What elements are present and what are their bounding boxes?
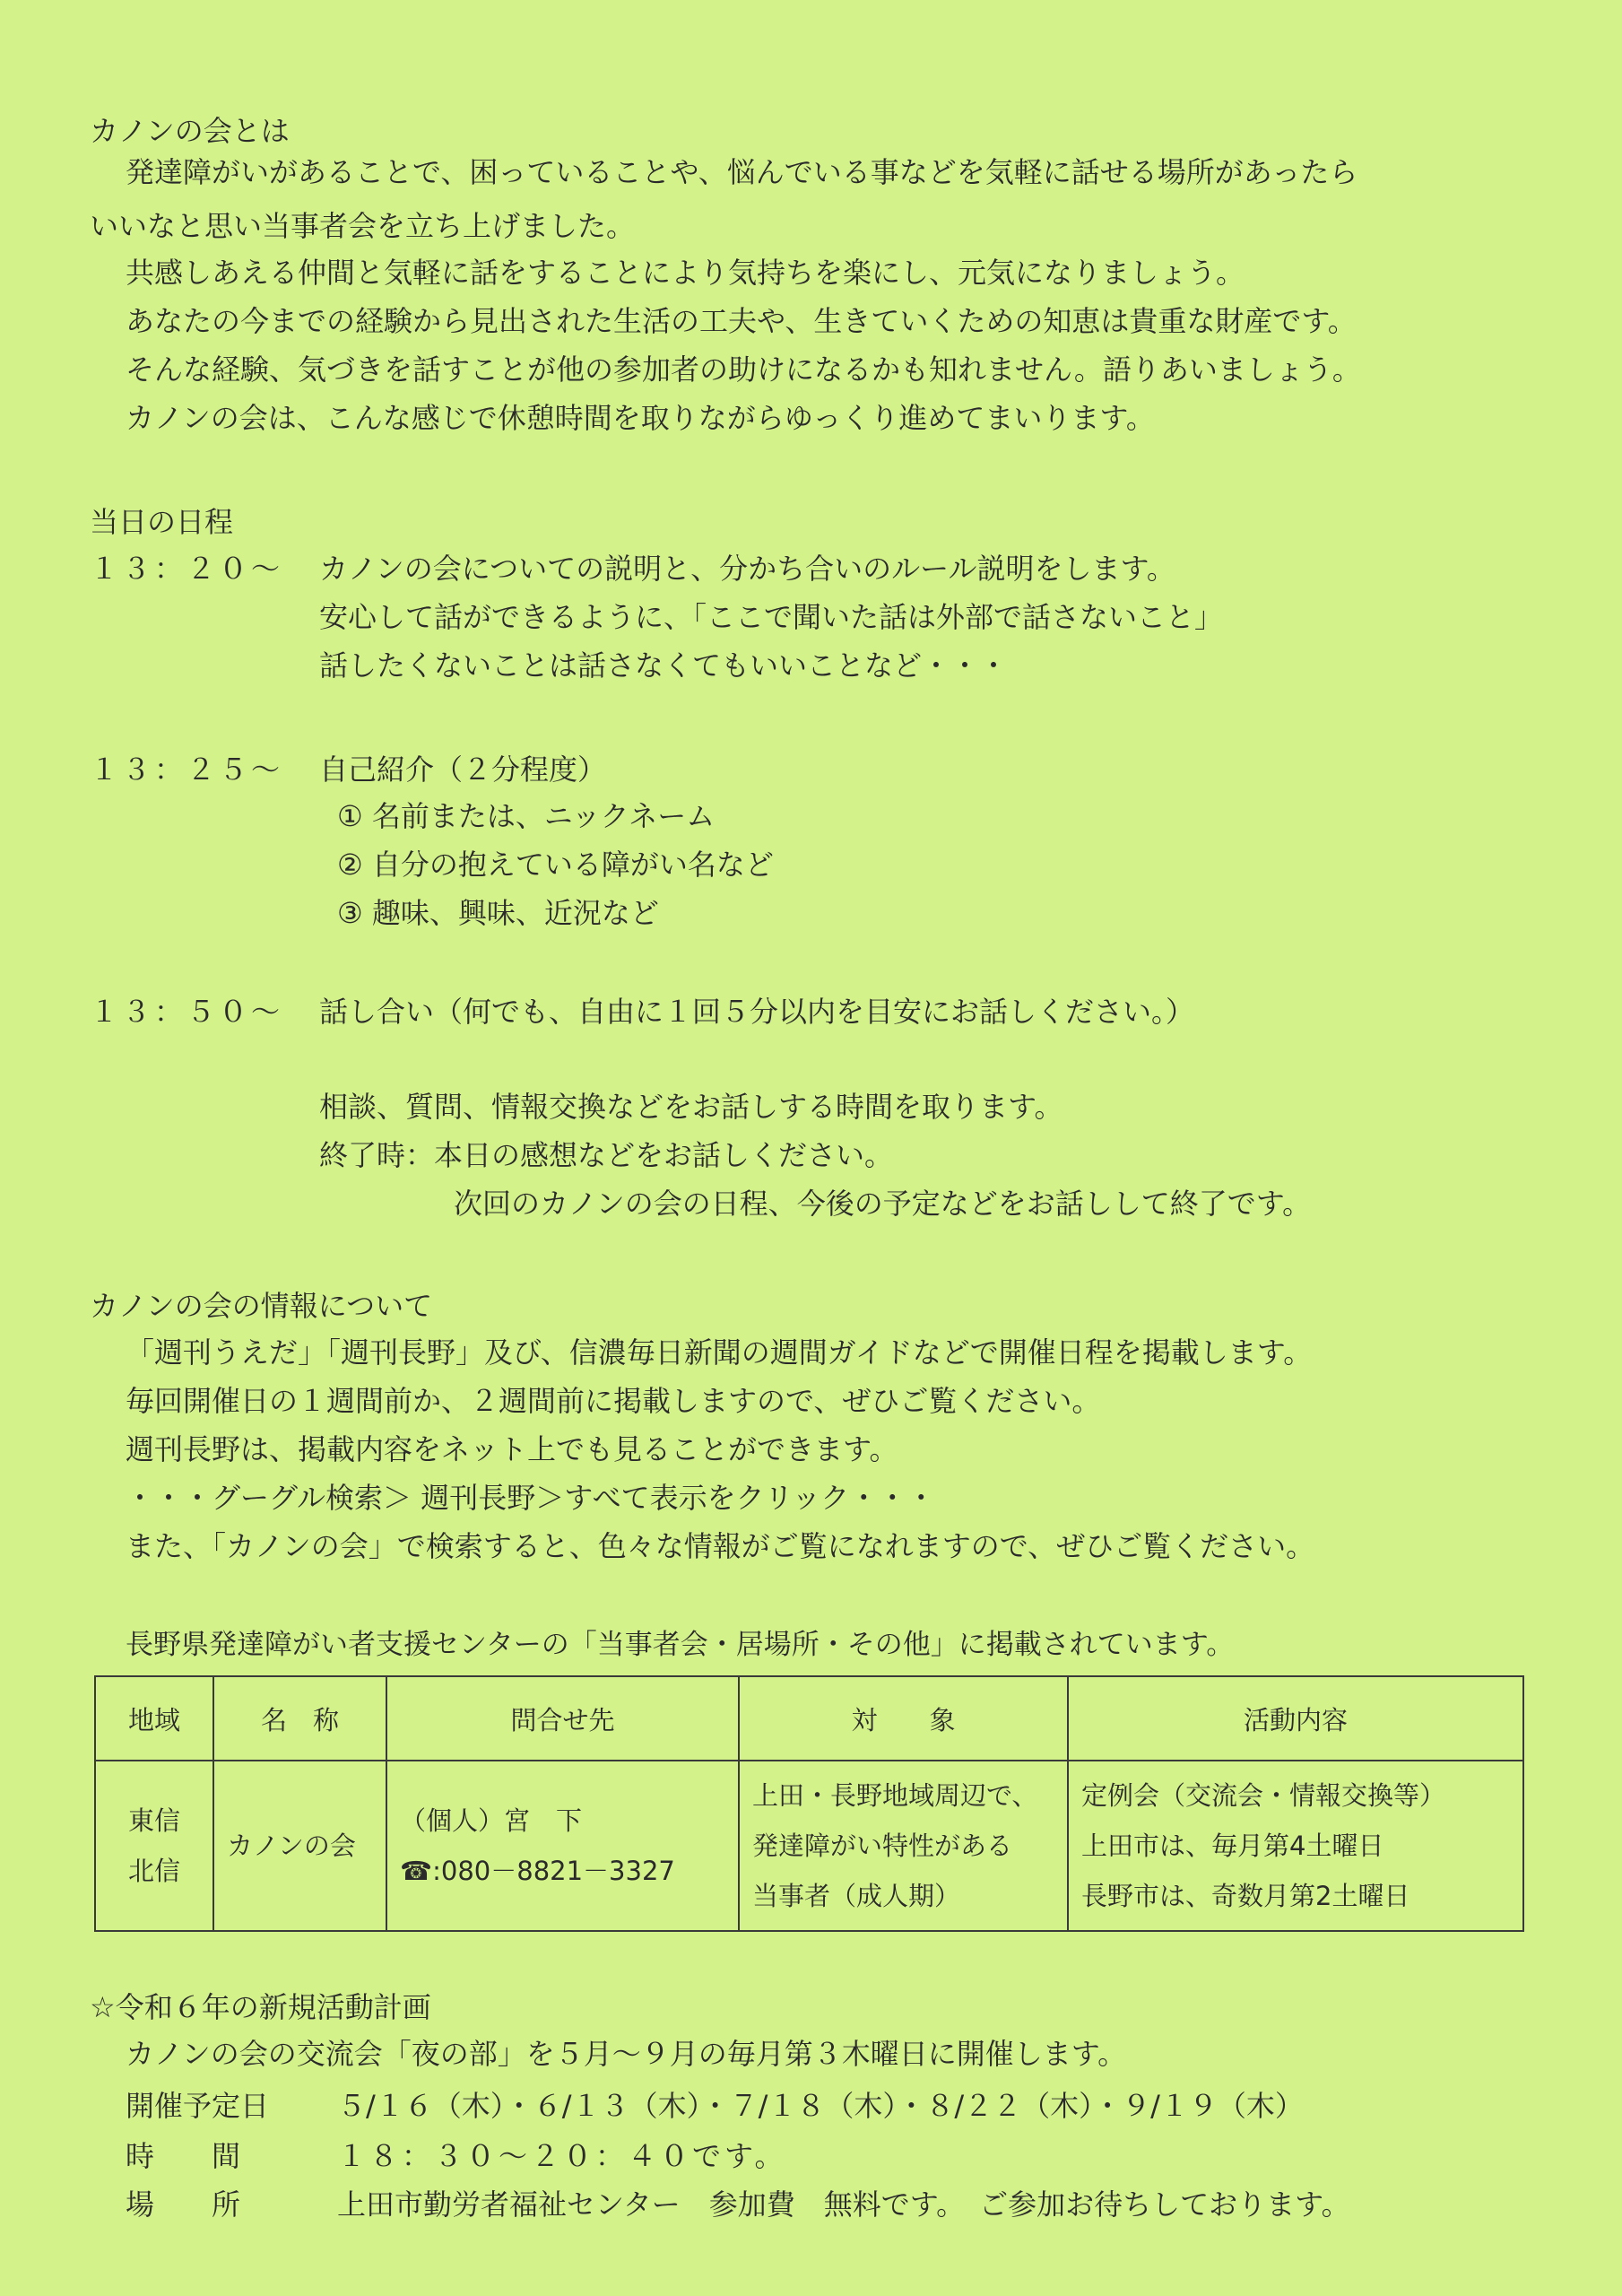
schedule-text: 終了時：本日の感想などをお話しください。 <box>319 1138 894 1172</box>
intro-line: カノンの会は、こんな感じで休憩時間を取りながらゆっくり進めてまいります。 <box>126 401 1155 435</box>
info-line: 「週刊うえだ」「週刊長野」及び、信濃毎日新聞の週間ガイドなどで開催日程を掲載します。 <box>126 1335 1313 1370</box>
info-line: 週刊長野は、掲載内容をネット上でも見ることができます。 <box>126 1432 898 1466</box>
info-line: また、「カノンの会」で検索すると、色々な情報がご覧になれますので、ぜひご覧ください。 <box>126 1529 1315 1563</box>
support-center-note: 長野県発達障がい者支援センターの「当事者会・居場所・その他」に掲載されています。 <box>126 1629 1235 1661</box>
info-line: 毎回開催日の１週間前か、２週間前に掲載しますので、ぜひご覧ください。 <box>126 1384 1101 1418</box>
schedule-text: カノンの会についての説明と、分かち合いのルール説明をします。 <box>319 552 1175 586</box>
info-line: ・・・グーグル検索＞ 週刊長野＞すべて表示をクリック・・・ <box>126 1481 936 1515</box>
cell-name: カノンの会 <box>213 1761 386 1931</box>
schedule-text: 話し合い（何でも、自由に１回５分以内を目安にお話しください。） <box>319 995 1195 1029</box>
header-contact: 問合せ先 <box>386 1676 739 1761</box>
schedule-list-item: ② 自分の抱えている障がい名など <box>337 848 774 882</box>
contact-phone: :080－8821－3327 <box>432 1856 675 1886</box>
intro-line: そんな経験、気づきを話すことが他の参加者の助けになるかも知れません。語りあいましょう。 <box>126 352 1361 387</box>
schedule-text: 次回のカノンの会の日程、今後の予定などをお話しして終了です。 <box>454 1187 1312 1221</box>
plan-dates: ５/１６（木）・６/１３（木）・７/１８（木）・８/２２（木）・９/１９（木） <box>337 2089 1304 2123</box>
target-line: 当事者（成人期） <box>752 1881 961 1911</box>
plan-place: 上田市勤労者福祉センター 参加費 無料です。 ご参加お待ちしております。 <box>337 2187 1350 2222</box>
schedule-time: １３：２０～ <box>90 552 284 586</box>
target-line: 発達障がい特性がある <box>752 1831 1013 1861</box>
table-row <box>95 1761 1523 1931</box>
target-line: 上田・長野地域周辺で、 <box>752 1780 1038 1811</box>
intro-heading: カノンの会とは <box>90 114 290 148</box>
activity-line: 長野市は、奇数月第2土曜日 <box>1081 1881 1410 1911</box>
header-region: 地域 <box>95 1676 213 1761</box>
contact-person: （個人）宮 下 <box>400 1805 583 1836</box>
schedule-time: １３：２５～ <box>90 752 284 787</box>
contact-phone-line <box>400 1846 725 1896</box>
header-name: 名 称 <box>213 1676 386 1761</box>
activity-line: 定例会（交流会・情報交換等） <box>1081 1780 1446 1811</box>
schedule-text: 相談、質問、情報交換などをお話しする時間を取ります。 <box>319 1090 1063 1124</box>
info-heading: カノンの会の情報について <box>90 1289 433 1323</box>
cell-region <box>95 1761 213 1931</box>
plan-intro: カノンの会の交流会「夜の部」を５月～９月の毎月第３木曜日に開催します。 <box>126 2037 1127 2071</box>
region-hokusin: 北信 <box>127 1856 180 1886</box>
region-tosin: 東信 <box>127 1805 180 1836</box>
schedule-list-item: ① 名前または、ニックネーム <box>337 799 716 833</box>
header-target: 対 象 <box>739 1676 1068 1761</box>
cell-activity <box>1068 1761 1523 1931</box>
plan-time-label: 時 間 <box>126 2139 241 2173</box>
activity-line: 上田市は、毎月第4土曜日 <box>1081 1831 1384 1861</box>
cell-contact <box>386 1761 739 1931</box>
plan-place-label: 場 所 <box>126 2187 241 2222</box>
schedule-text: 自己紹介（２分程度） <box>319 752 607 787</box>
schedule-heading: 当日の日程 <box>90 505 234 539</box>
intro-line: いいなと思い当事者会を立ち上げました。 <box>90 209 636 243</box>
plan-time: １８：３０～２０：４０です。 <box>337 2139 787 2173</box>
schedule-text: 話したくないことは話さなくてもいいことなど・・・ <box>319 648 1009 683</box>
intro-line: あなたの今までの経験から見出された生活の工夫や、生きていくための知恵は貴重な財産です。 <box>126 304 1357 338</box>
schedule-list-item: ③ 趣味、興味、近況など <box>337 896 659 930</box>
intro-line: 発達障がいがあることで、困っていることや、悩んでいる事などを気軽に話せる場所があったら <box>126 155 1358 189</box>
plan-dates-label: 開催予定日 <box>126 2089 270 2123</box>
plan-heading: ☆令和６年の新規活動計画 <box>90 1990 431 2024</box>
schedule-text: 安心して話ができるように、「ここで聞いた話は外部で話さないこと」 <box>319 600 1224 634</box>
cell-target <box>739 1761 1068 1931</box>
schedule-time: １３：５０～ <box>90 995 284 1029</box>
table-header-row <box>95 1676 1523 1761</box>
group-info-table <box>94 1675 1524 1932</box>
intro-line: 共感しあえる仲間と気軽に話をすることにより気持ちを楽にし、元気になりましょう。 <box>126 256 1245 290</box>
header-activity: 活動内容 <box>1068 1676 1523 1761</box>
phone-icon: ☎ <box>400 1856 433 1886</box>
